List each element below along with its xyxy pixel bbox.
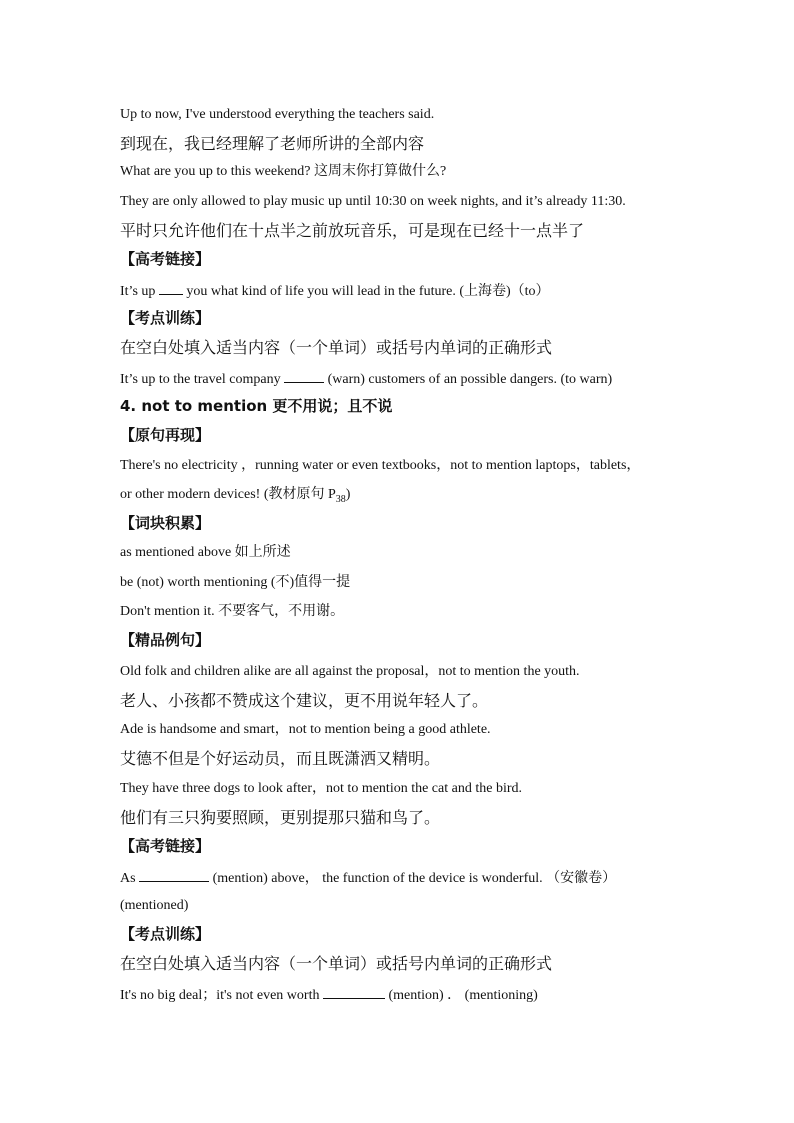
exam-answer: (mentioned) bbox=[120, 898, 189, 913]
section-heading-exam-link: 【高考链接】 bbox=[120, 250, 211, 268]
question-text-end: (mention) above， the function of the device is wonderful. （安徽卷） bbox=[212, 871, 617, 886]
fill-blank bbox=[284, 371, 324, 383]
fill-blank bbox=[323, 987, 385, 999]
section-heading-practice: 【考点训练】 bbox=[120, 925, 211, 943]
example-sentence-en: Up to now, I've understood everything the teachers said. bbox=[120, 107, 435, 122]
source-text: or other modern devices! (教材原句 P bbox=[120, 487, 336, 502]
example-translation-zh: 平时只允许他们在十点半之前放玩音乐，可是现在已经十一点半了 bbox=[120, 221, 585, 240]
example-sentence-en: What are you up to this weekend? 这周末你打算做什么? bbox=[120, 164, 447, 179]
section-heading-exam-link: 【高考链接】 bbox=[120, 837, 211, 855]
question-text-end: (warn) customers of an possible dangers. (to warn) bbox=[327, 372, 613, 387]
practice-question bbox=[120, 987, 538, 1003]
section-heading-practice: 【考点训练】 bbox=[120, 309, 211, 327]
example-sentence-en: Old folk and children alike are all against the proposal，not to mention the youth. bbox=[120, 664, 580, 679]
question-text-start: It's no big deal；it's not even worth bbox=[120, 988, 320, 1003]
practice-instruction: 在空白处填入适当内容（一个单词）或括号内单词的正确形式 bbox=[120, 338, 553, 357]
exam-question bbox=[120, 283, 550, 299]
section-heading-examples: 【精品例句】 bbox=[120, 631, 211, 649]
exam-question bbox=[120, 870, 616, 886]
phrase-item: be (not) worth mentioning (不)值得一提 bbox=[120, 575, 351, 590]
example-translation-zh: 老人、小孩都不赞成这个建议，更不用说年轻人了。 bbox=[120, 691, 489, 710]
question-text-end: (mention) ． (mentioning) bbox=[388, 988, 538, 1003]
phrase-item: Don't mention it. 不要客气，不用谢。 bbox=[120, 604, 345, 619]
practice-question bbox=[120, 371, 612, 387]
question-text-end: you what kind of life you will lead in the future. (上海卷)（to） bbox=[186, 284, 550, 299]
example-sentence-en: Ade is handsome and smart，not to mention being a good athlete. bbox=[120, 722, 491, 737]
question-text-start: It’s up to the travel company bbox=[120, 372, 281, 387]
original-sentence-line1: There's no electricity ，running water or even textbooks，not to mention laptops，tablets， bbox=[120, 458, 641, 473]
page-number: 38 bbox=[335, 493, 346, 505]
section-heading-phrase-bank: 【词块积累】 bbox=[120, 514, 211, 532]
example-sentence-en: They have three dogs to look after，not to mention the cat and the bird. bbox=[120, 781, 522, 796]
question-text-start: As bbox=[120, 871, 136, 886]
example-sentence-en: They are only allowed to play music up until 10:30 on week nights, and it’s already 11:30. bbox=[120, 194, 626, 209]
phrase-heading: 4. not to mention 更不用说；且不说 bbox=[120, 397, 393, 415]
question-text-start: It’s up bbox=[120, 284, 156, 299]
example-translation-zh: 他们有三只狗要照顾，更别提那只猫和鸟了。 bbox=[120, 808, 441, 827]
practice-instruction: 在空白处填入适当内容（一个单词）或括号内单词的正确形式 bbox=[120, 954, 553, 973]
fill-blank bbox=[159, 283, 183, 295]
section-heading-original-sentence: 【原句再现】 bbox=[120, 426, 211, 444]
example-translation-zh: 艾德不但是个好运动员，而且既潇洒又精明。 bbox=[120, 749, 441, 768]
example-translation-zh: 到现在，我已经理解了老师所讲的全部内容 bbox=[120, 134, 425, 153]
phrase-item: as mentioned above 如上所述 bbox=[120, 545, 291, 560]
fill-blank bbox=[139, 870, 209, 882]
source-close: ) bbox=[345, 487, 351, 502]
original-sentence-line2 bbox=[120, 488, 350, 505]
